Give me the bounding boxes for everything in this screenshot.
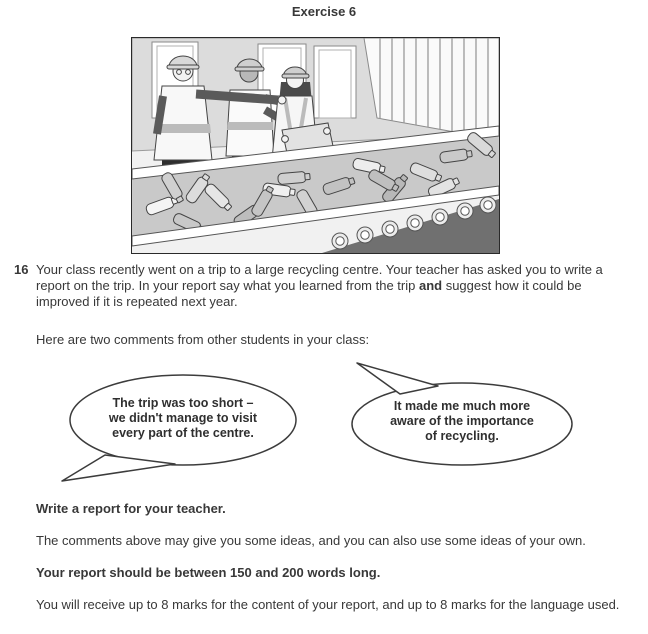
comment-line: aware of the importance <box>390 414 534 428</box>
intro-part2: suggest how it could be improved if it is repeated next year. <box>36 278 582 310</box>
student-comment-1 <box>83 396 283 441</box>
comment-line: we didn't manage to visit <box>108 411 258 425</box>
intro-part1: Your class recently went on a trip to a large recycling centre. Your teacher has asked you to write a report on the trip. In your report say what you learned from the trip <box>36 262 603 294</box>
intro-bold-word: and <box>418 278 443 294</box>
student-comment-2 <box>362 399 562 444</box>
comment-line: of recycling. <box>425 429 499 443</box>
question-16 <box>14 262 636 311</box>
length-requirement: Your report should be between 150 and 200 words long. <box>36 565 381 580</box>
marks-info: You will receive up to 8 marks for the content of your report, and up to 8 marks for the language used. <box>36 597 620 612</box>
question-number: 16 <box>14 262 29 277</box>
comment-line: The trip was too short – <box>112 396 254 410</box>
comment-line: It made me much more <box>393 399 531 413</box>
ideas-hint: The comments above may give you some ideas, and you can also use some ideas of your own. <box>36 533 586 548</box>
question-intro <box>36 262 636 311</box>
comment-line: every part of the centre. <box>112 426 254 440</box>
doorway-right <box>314 46 356 118</box>
illustration-canvas <box>132 38 499 253</box>
recycling-centre-illustration <box>131 37 500 254</box>
task-instruction: Write a report for your teacher. <box>36 501 226 516</box>
comments-lead: Here are two comments from other students in your class: <box>36 332 370 347</box>
page-title: Exercise 6 <box>291 4 357 19</box>
